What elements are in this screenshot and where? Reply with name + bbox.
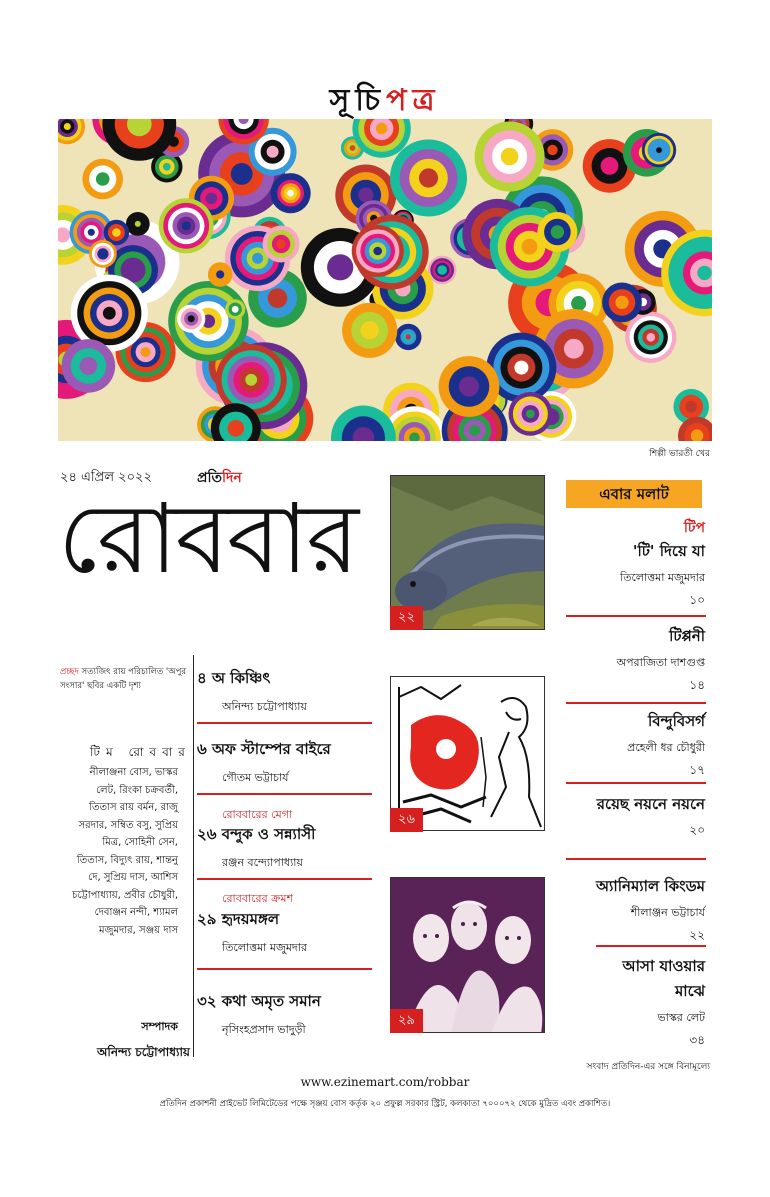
toc-entry-author: শীলাঞ্জন ভট্টাচার্য [630,906,705,919]
toc-entry-author: প্রহেলী ধর চৌধুরী [627,741,705,754]
toc-entry[interactable] [197,990,372,1040]
editor-name: অনিন্দ্য চট্টোপাধ্যায় [97,1045,190,1059]
section-kicker: টিপ [683,520,705,536]
toc-entry[interactable] [560,540,705,612]
masthead-title: রোববার [58,483,358,595]
toc-entry-author: গৌতম ভট্টাচার্য [222,771,289,784]
divider [197,878,372,880]
toc-entry[interactable] [590,955,705,1052]
toc-entry-author: তিলোত্তমা মজুমদার [620,571,705,584]
concentric-circles-painting [58,119,712,441]
divider [566,702,706,704]
team-title: টিম রোববার [90,745,191,759]
toc-entry[interactable] [197,738,372,788]
toc-entry-page: ১৭ [689,763,705,777]
toc-entry-author: নৃসিংহপ্রসাদ ভাদুড়ী [222,1023,306,1036]
imprint-line: প্রতিদিন প্রকাশনী প্রাইভেট লিমিটেডের পক্ষে সৃঞ্জয় বোস কর্তৃক ২০ প্রফুল্ল সরকার স্ট্রিট, কলকাতা ৭০০০৭২ থেকে মুদ্রিত এবং প্রকাশিত। [159,1099,611,1109]
team-members: নীলাঞ্জনা বোস, ভাস্কর লেট, রিংকা চক্রবর্তী, তিতাস রায় বর্মন, রাজু সরদার, সম্বিত বসু, সুপ্রিয় মিত্র, সোহিনী সেন, তিতাস, বিদ্যুৎ রায়, শান্তনু দে, সুপ্রিয় দাস, আশিস চট্টোপাধ্যায়, প্রবীর চৌধুরী, দেবাঞ্জন নন্দী, শ্যামল মজুমদার, সঞ্জয় দাস [72,767,178,936]
cover-artwork [58,119,712,441]
ebar-malat-banner: এবার মলাট [566,480,702,508]
section-kicker: রোববারের ক্রমশ [222,892,293,905]
toc-entry-title: ২৯ হৃদয়মঙ্গল [197,910,280,928]
toc-entry-title: ৩২ কথা অমৃত সমান [197,992,321,1010]
toc-entry-title: অ্যানিম্যাল কিংডম [596,877,705,895]
editor-label: সম্পাদক [141,1020,178,1033]
toc-entry-title: বিন্দুবিসর্গ [647,712,705,730]
toc-entry[interactable] [197,908,372,958]
issue-date: ২৪ এপ্রিল ২০২২ [60,470,152,485]
divider [566,782,706,784]
pratidin-logo: প্রতিদিন [197,470,242,486]
toc-entry-title: আসা যাওয়ার মাঝে [622,957,705,1000]
toc-entry-page: ১৪ [689,678,705,692]
toc-entry-title: 'টি' দিয়ে যা [632,542,705,560]
divider [566,615,706,617]
toc-entry-author: অপরাজিতা দাশগুপ্ত [616,656,705,669]
divider [197,793,372,795]
page-title: সূচিপত্র [329,83,441,118]
toc-entry-title: রয়েছ নয়নে নয়নে [596,795,705,813]
column-divider [193,655,194,1057]
toc-entry[interactable] [560,625,705,697]
toc-entry[interactable] [197,823,372,873]
cover-credit: প্রচ্ছদ সত্যজিৎ রায় পরিচালিত 'অপুর সংসার' ছবির একটি দৃশ্য [60,667,187,691]
divider [596,945,706,947]
divider [566,858,706,860]
page-badge: ২৯ [390,1009,423,1033]
toc-entry-title: ৬ অফ স্টাম্পের বাইরে [197,740,331,758]
toc-entry-author: তিলোত্তমা মজুমদার [222,941,307,954]
artist-credit: শিল্পী ভারতী খের [649,449,710,459]
toc-entry-page: ২০ [689,823,705,837]
toc-entry-author: অনিন্দ্য চট্টোপাধ্যায় [222,700,307,713]
toc-entry-author: রঞ্জন বন্দ্যোপাধ্যায় [222,856,303,869]
toc-entry[interactable] [560,710,705,782]
toc-entry-title: ২৬ বন্দুক ও সন্ন্যাসী [197,825,316,843]
free-note: সংবাদ প্রতিদিন-এর সঙ্গে বিনামূল্যে [586,1062,710,1072]
section-kicker: রোববারের মেগা [222,808,293,821]
divider [197,722,372,724]
toc-entry[interactable] [560,875,705,947]
website-url[interactable]: www.ezinemart.com/robbar [300,1075,470,1089]
toc-entry[interactable] [560,793,705,842]
toc-entry-page: ১০ [689,593,705,607]
toc-entry[interactable] [197,667,372,717]
toc-entry-title: ৪ অ কিঞ্চিৎ [197,669,271,687]
toc-entry-page: ৩৪ [689,1033,705,1047]
toc-entry-title: টিপ্পনী [669,627,705,645]
toc-entry-page: ২২ [689,928,705,942]
page-badge: ২২ [390,606,423,630]
divider [197,968,372,970]
page-badge: ২৬ [390,808,423,832]
toc-entry-author: ভাস্কর লেট [657,1011,705,1024]
